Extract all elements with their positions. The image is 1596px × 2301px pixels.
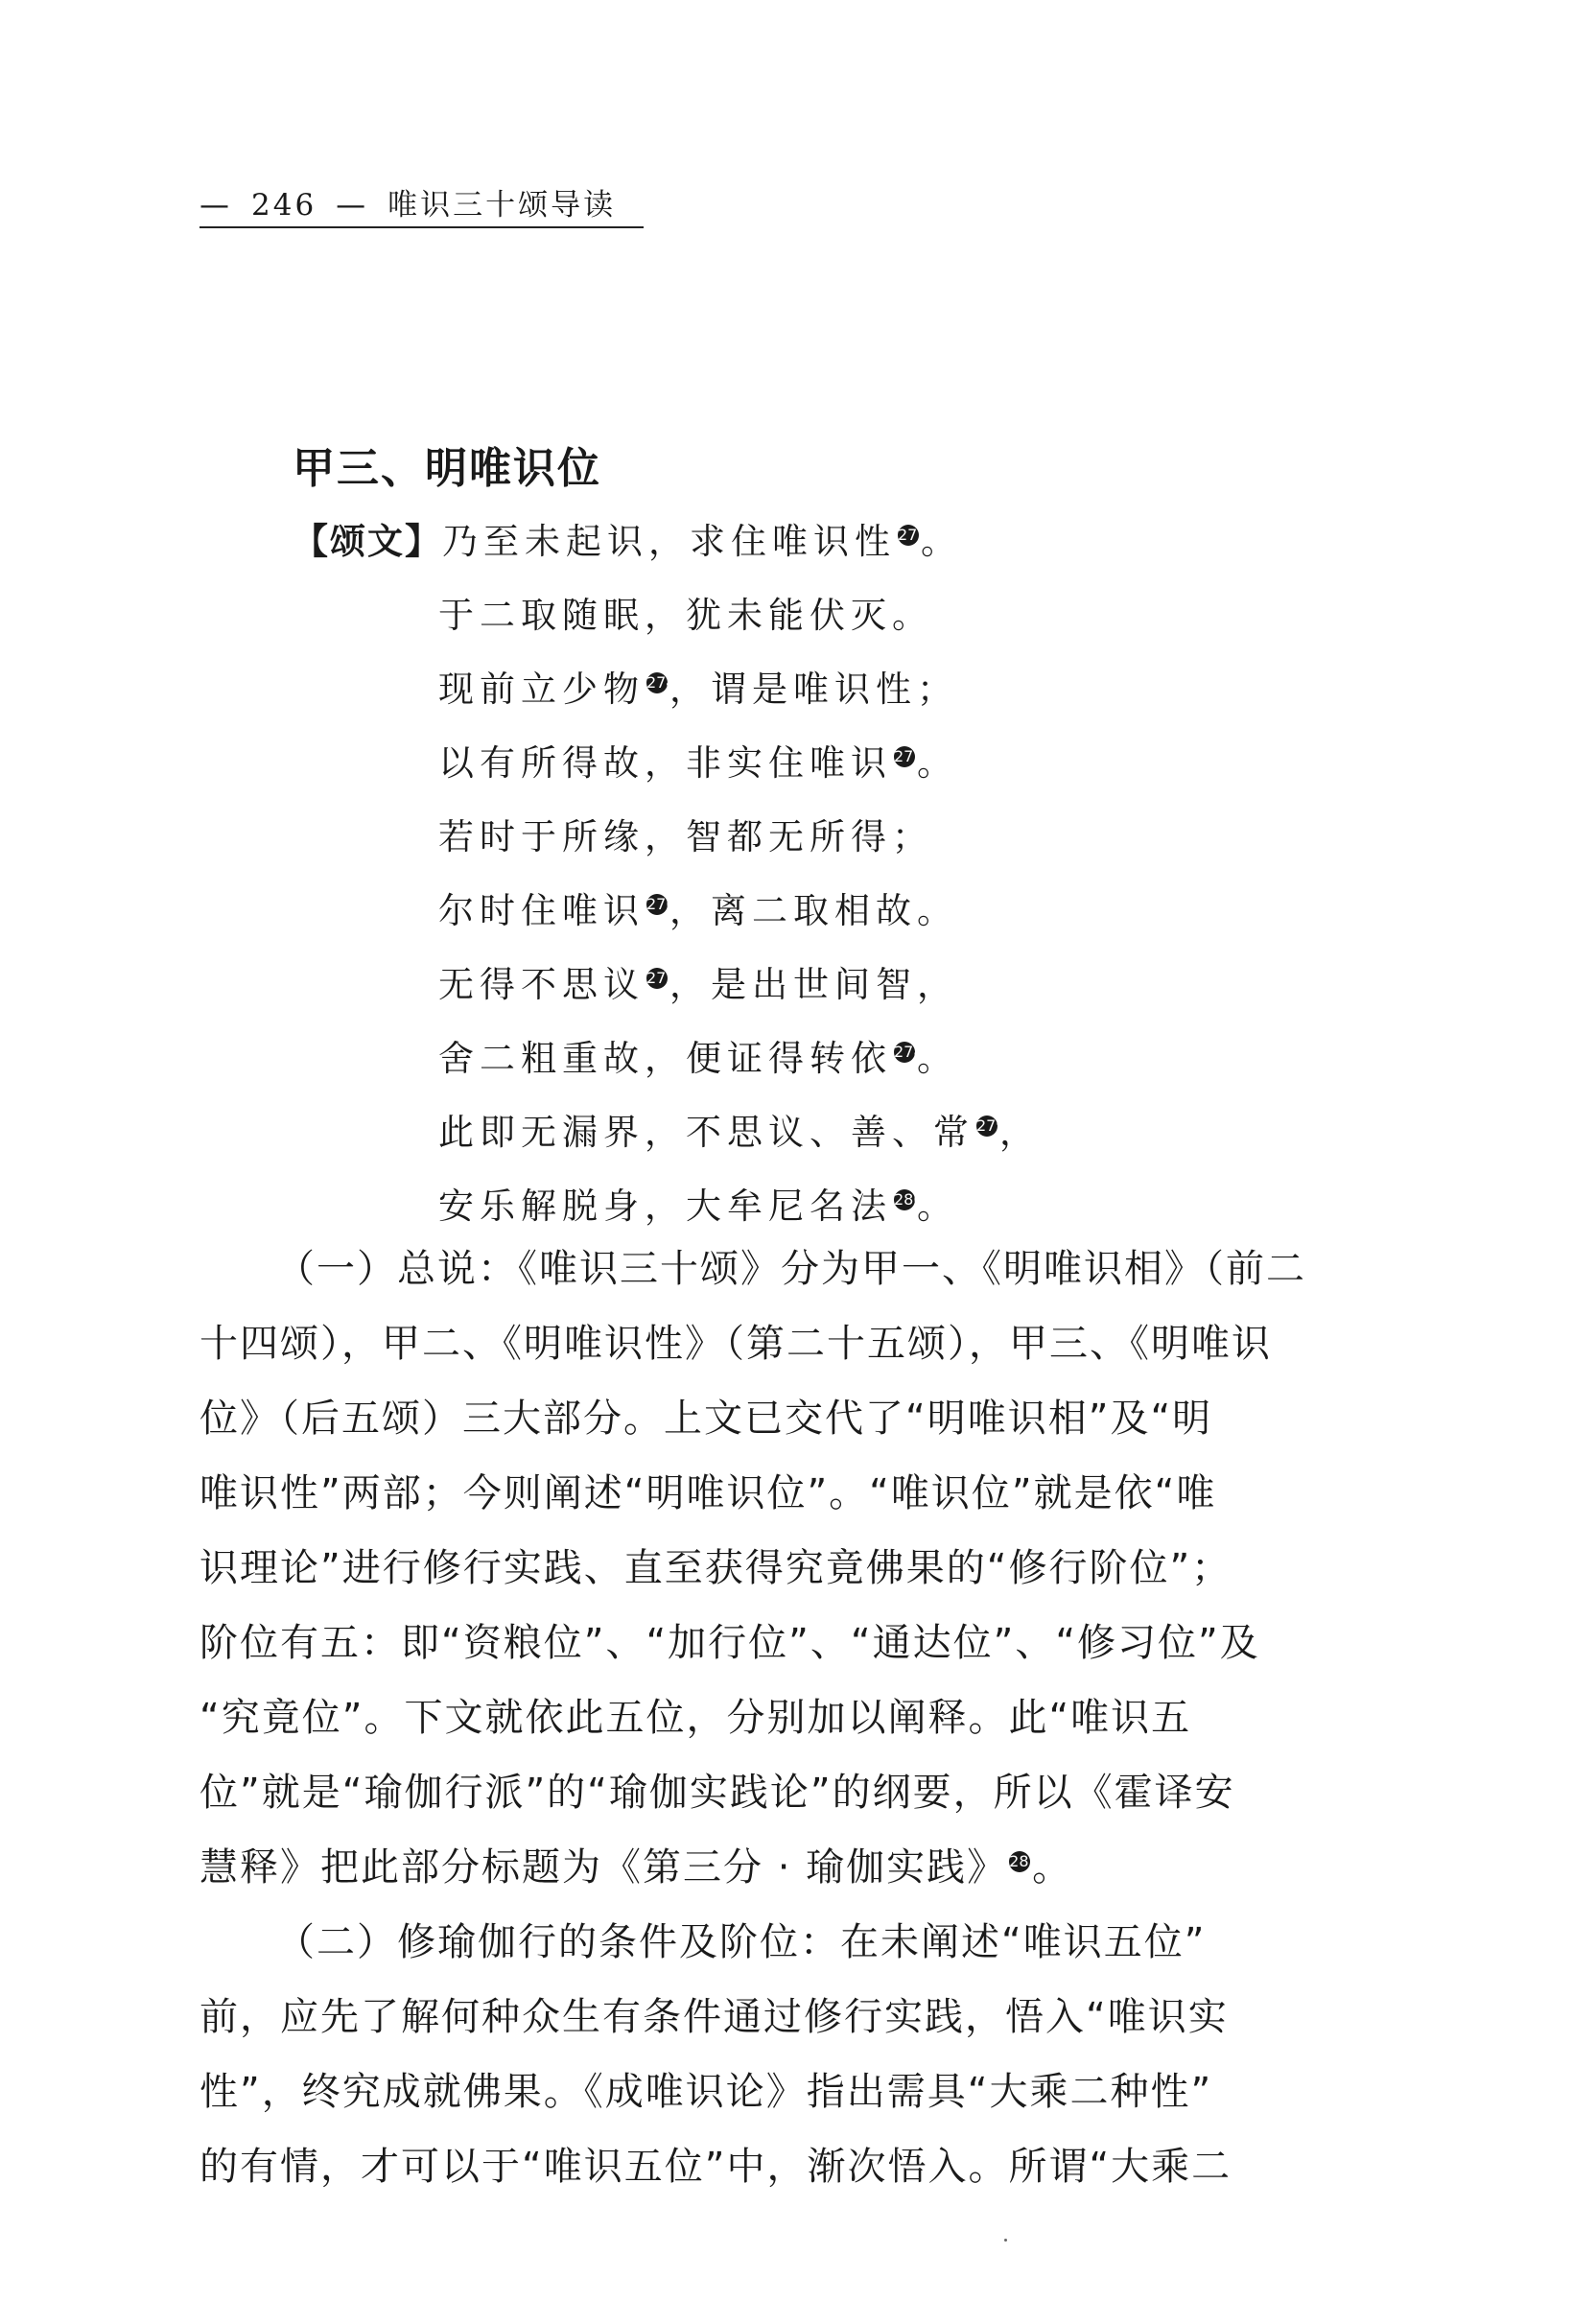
- verse-punct: ，离二取相故。: [669, 890, 958, 931]
- verse-block: [293, 505, 1041, 1243]
- verse-text: 若时于所缘，智都无所得；: [438, 816, 933, 857]
- verse-text: 此即无漏界，不思议、善、常: [438, 1112, 974, 1153]
- footnote-marker[interactable]: 276: [646, 895, 676, 913]
- verse-text: 以有所得故，非实住唯识: [438, 742, 892, 784]
- verse-punct: 。: [917, 1186, 958, 1227]
- verse-line: [438, 726, 1041, 800]
- paragraph-line: （一）总说：《唯识三十颂》分为甲一、《明唯识相》（前二: [276, 1247, 1306, 1291]
- paragraph-practice-conditions: [200, 1905, 1389, 2204]
- footnote-marker[interactable]: 280: [894, 1190, 924, 1209]
- verse-punct: 。: [921, 521, 962, 562]
- verse-line: [438, 652, 1041, 726]
- paragraph-line: “究竟位”。下文就依此五位，分别加以阐释。此“唯识五: [200, 1696, 1192, 1740]
- paragraph-line: （二）修瑜伽行的条件及阶位：在未阐述“唯识五位”: [276, 1920, 1207, 1964]
- verse-text: 安乐解脱身，大牟尼名法: [438, 1186, 892, 1227]
- footnote-marker[interactable]: 281: [1009, 1852, 1039, 1870]
- verse-line: [438, 874, 1041, 948]
- book-title: 唯识三十颂导读: [387, 188, 617, 223]
- verse-text: 现前立少物: [438, 669, 645, 710]
- verse-text: 无得不思议: [438, 964, 645, 1005]
- footnote-marker[interactable]: 277: [646, 969, 676, 987]
- paragraph-line: 前，应先了解何种众生有条件通过修行实践，悟入“唯识实: [200, 1995, 1229, 2039]
- verse-punct: 。: [917, 1038, 958, 1079]
- paragraph-line: 的有情，才可以于“唯识五位”中，渐次悟入。所谓“大乘二: [200, 2145, 1232, 2189]
- paragraph-line: 识理论”进行修行实践、直至获得究竟佛果的“修行阶位”；: [200, 1546, 1232, 1590]
- verse-line: [293, 505, 1041, 578]
- running-header: [200, 180, 616, 223]
- verse-punct: ，是出世间智，: [669, 964, 958, 1005]
- paragraph-text: 慧释》把此部分标题为《第三分 · 瑜伽实践》: [200, 1845, 1008, 1890]
- paragraph-line: 十四颂），甲二、《明唯识性》（第二十五颂），甲三、《明唯识: [200, 1322, 1272, 1366]
- verse-line: [438, 800, 1041, 874]
- verse-line: [438, 1095, 1041, 1169]
- verse-punct: ，谓是唯识性；: [669, 669, 958, 710]
- paragraph-line: [200, 1830, 1389, 1905]
- verse-text: 舍二粗重故，便证得转依: [438, 1038, 892, 1079]
- footnote-marker[interactable]: 278: [894, 1043, 924, 1061]
- paragraph-line: 位”就是“瑜伽行派”的“瑜伽实践论”的纲要，所以《霍译安: [200, 1771, 1235, 1815]
- footnote-marker[interactable]: 275: [894, 747, 924, 765]
- footnote-marker[interactable]: 274: [646, 673, 676, 692]
- section-title: 甲三、明唯识位: [293, 444, 601, 493]
- paragraph-line: 阶位有五：即“资粮位”、“加行位”、“通达位”、“修习位”及: [200, 1621, 1260, 1665]
- verse-punct: ，: [999, 1112, 1041, 1153]
- page-number: 246: [251, 188, 317, 223]
- verse-text: 尔时住唯识: [438, 890, 645, 931]
- header-rule: [200, 226, 644, 228]
- paragraph-line: 位》（后五颂）三大部分。上文已交代了“明唯识相”及“明: [200, 1397, 1213, 1441]
- footnote-marker[interactable]: 273: [898, 526, 927, 544]
- header-dash-left: —: [200, 188, 232, 223]
- verse-line: [438, 578, 1041, 652]
- verse-text: 乃至未起识，求住唯识性: [442, 521, 896, 562]
- paragraph-line: 唯识性”两部；今则阐述“明唯识位”。“唯识位”就是依“唯: [200, 1471, 1217, 1515]
- header-dash-right: —: [336, 188, 369, 223]
- verse-text: 于二取随眠，犹未能伏灭。: [438, 595, 933, 636]
- verse-line: [438, 1021, 1041, 1095]
- verse-line: [438, 948, 1041, 1021]
- verse-label: 【颂文】: [293, 521, 442, 562]
- paragraph-line: 性”，终究成就佛果。《成唯识论》指出需具“大乘二种性”: [200, 2070, 1213, 2114]
- scan-speck: [1004, 2239, 1007, 2242]
- paragraph-punct: 。: [1032, 1845, 1073, 1890]
- footnote-marker[interactable]: 279: [976, 1116, 1006, 1135]
- verse-punct: 。: [917, 742, 958, 784]
- paragraph-general-overview: [200, 1232, 1389, 1905]
